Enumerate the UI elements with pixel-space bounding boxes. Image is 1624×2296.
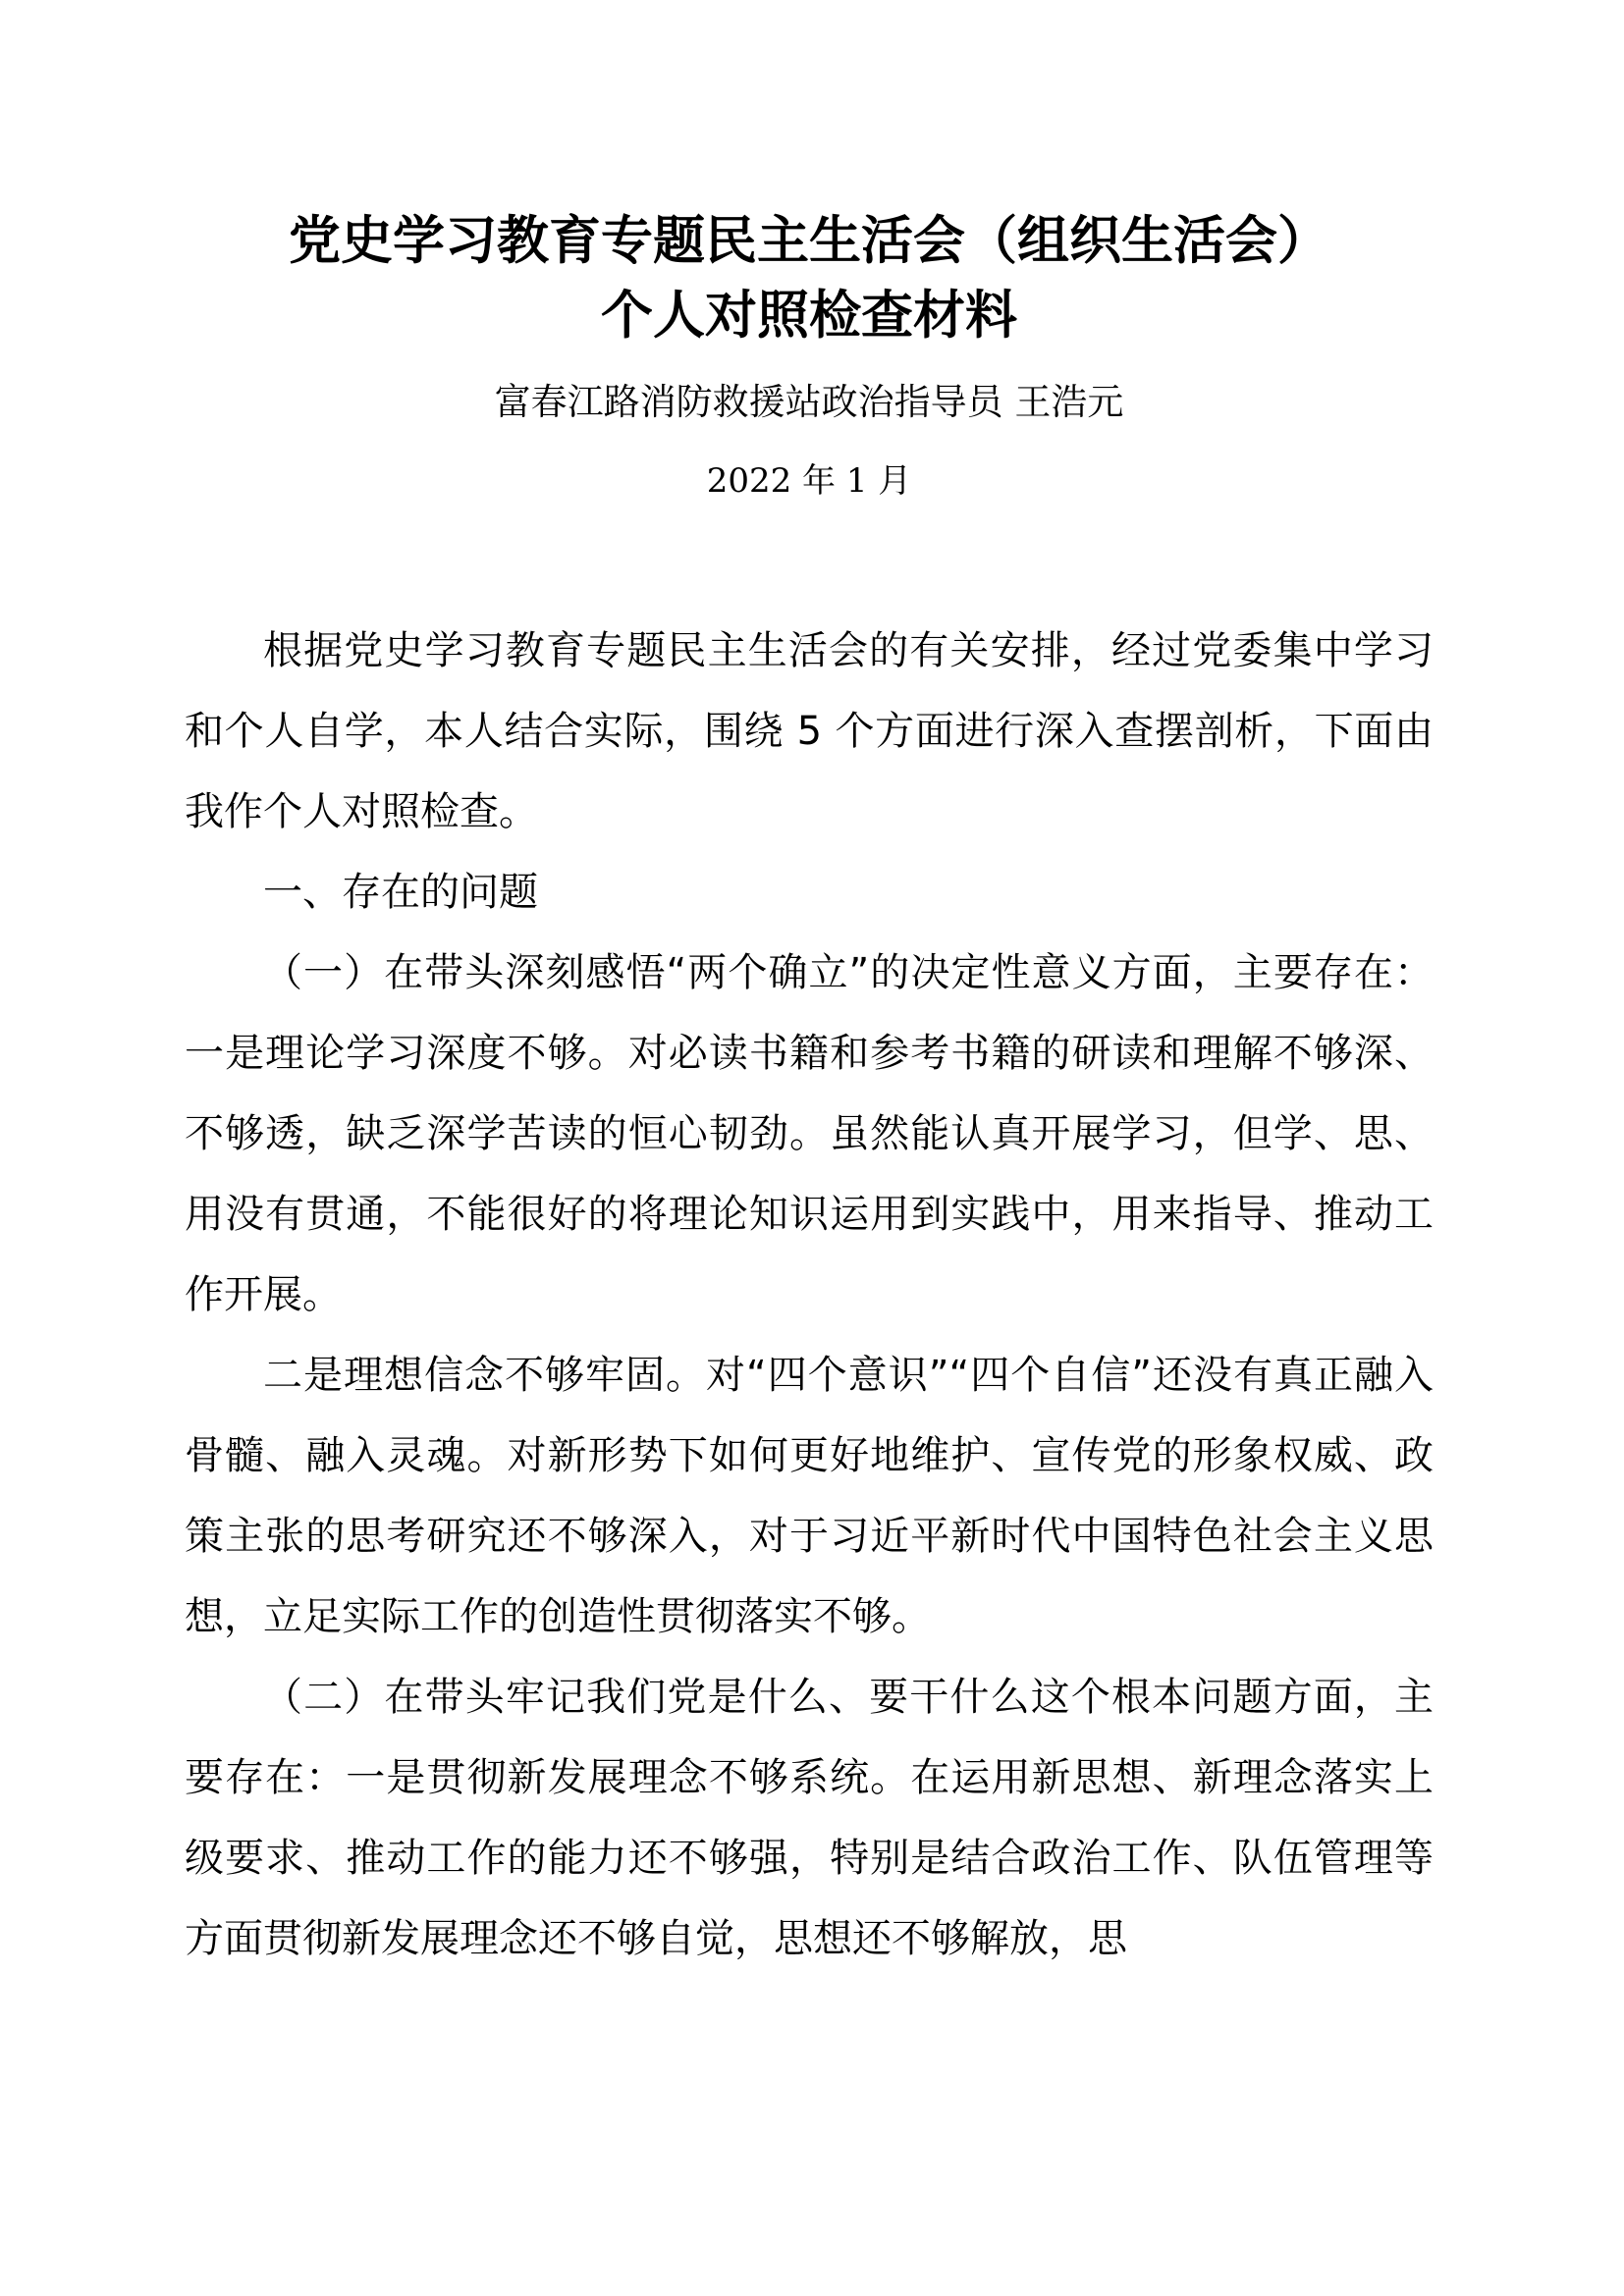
paragraph-item-1: （一）在带头深刻感悟“两个确立”的决定性意义方面，主要存在：一是理论学习深度不够。对必读书籍和参考书籍的研读和理解不够深、不够透，缺乏深学苦读的恒心韧劲。虽然能认真开展学习，但学、思、用没有贯通，不能很好的将理论知识运用到实践中，用来指导、推动工作开展。 [185,950,1434,1317]
section-heading-one: 一、存在的问题 [263,870,538,915]
page-content [185,0,1434,1979]
title-line-2: 个人对照检查材料 [601,286,1017,346]
paragraph-item-2: （二）在带头牢记我们党是什么、要干什么这个根本问题方面，主要存在：一是贯彻新发展理念不够系统。在运用新思想、新理念落实上级要求、推动工作的能力还不够强，特别是结合政治工作、队伍管理等方面贯彻新发展理念还不够自觉，思想还不够解放，思 [185,1675,1434,1961]
page-title [185,0,1434,353]
paragraph-intro: 根据党史学习教育专题民主生活会的有关安排，经过党委集中学习和个人自学，本人结合实际，围绕 5 个方面进行深入查摆剖析，下面由我作个人对照检查。 [185,628,1434,834]
title-line-1: 党史学习教育专题民主生活会（组织生活会） [289,211,1329,271]
document-subtitle: 富春江路消防救援站政治指导员 王浩元 [494,381,1124,423]
document-body [185,505,1434,1979]
paragraph-item-1-b: 二是理想信念不够牢固。对“四个意识”“四个自信”还没有真正融入骨髓、融入灵魂。对新形势下如何更好地维护、宣传党的形象权威、政策主张的思考研究还不够深入，对于习近平新时代中国特色社会主义思想，立足实际工作的创造性贯彻落实不够。 [185,1353,1434,1639]
document-date: 2022 年 1 月 [706,461,912,501]
